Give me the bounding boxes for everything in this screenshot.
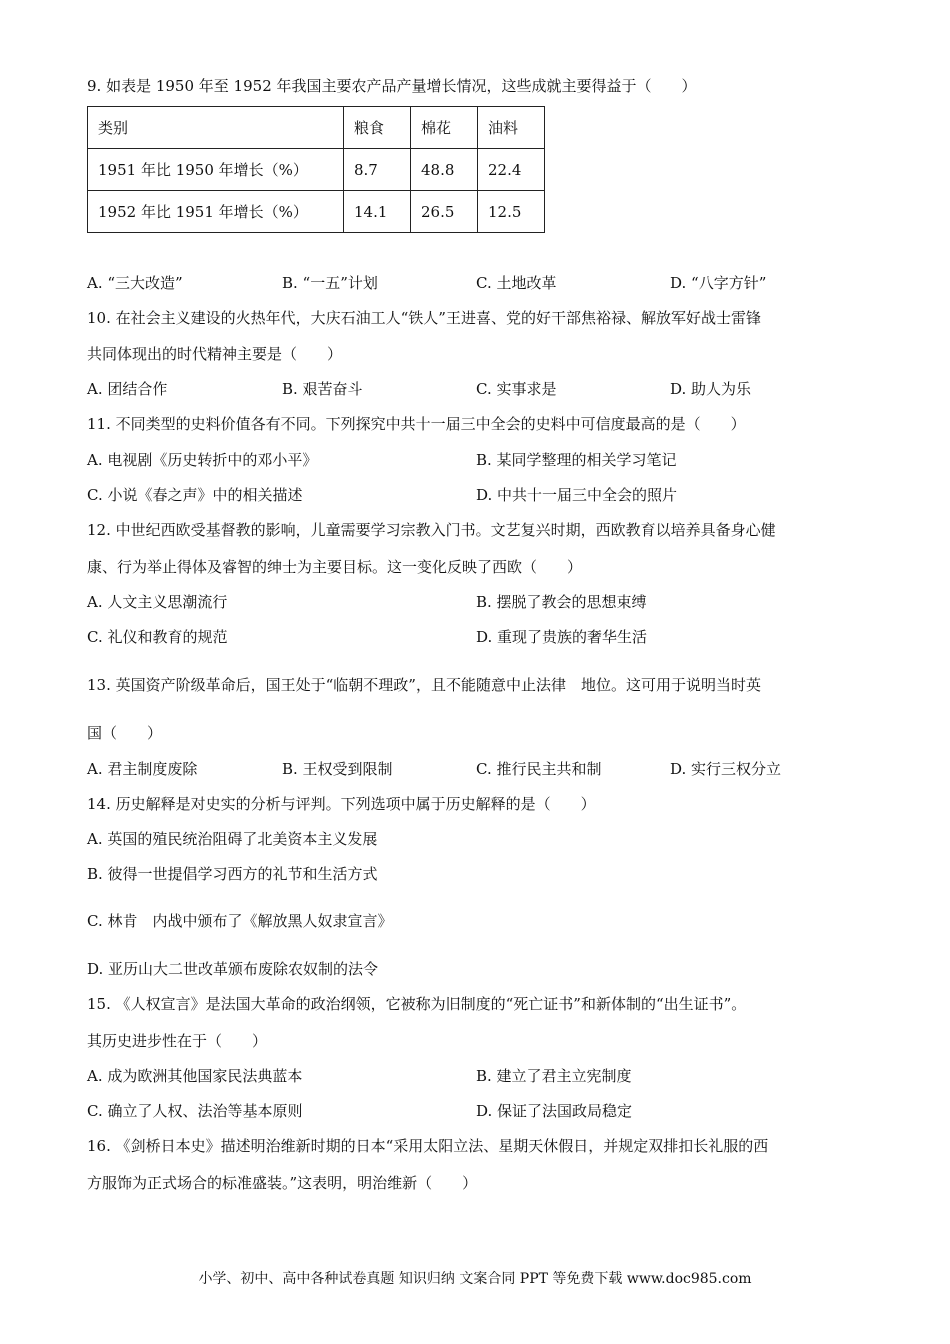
q9-option-b: B. “一五”计划 [282, 274, 378, 292]
q16-stem-line-2: 方服饰为正式场合的标准盛装。”这表明，明治维新（ ） [87, 1174, 478, 1192]
q12-option-b: B. 摆脱了教会的思想束缚 [476, 593, 647, 611]
q13-option-c: C. 推行民主共和制 [476, 760, 602, 778]
q14-option-c: C. 林肯 内战中颁布了《解放黑人奴隶宣言》 [87, 912, 393, 930]
q13-option-d: D. 实行三权分立 [670, 760, 782, 778]
q13-stem-line-1: 13. 英国资产阶级革命后，国王处于“临朝不理政”，且不能随意中止法律 地位。这可用于说明当时英 [87, 676, 761, 694]
q10-option-b: B. 艰苦奋斗 [282, 380, 363, 398]
table-header-cell: 粮食 [344, 107, 411, 149]
table-cell: 48.8 [411, 149, 478, 191]
q9-option-d: D. “八字方针” [670, 274, 767, 292]
table-header-cell: 棉花 [411, 107, 478, 149]
q14-stem: 14. 历史解释是对史实的分析与评判。下列选项中属于历史解释的是（ ） [87, 795, 596, 813]
q9-stem: 9. 如表是 1950 年至 1952 年我国主要农产品产量增长情况，这些成就主要得益于（ ） [87, 77, 697, 95]
q11-stem: 11. 不同类型的史料价值各有不同。下列探究中共十一届三中全会的史料中可信度最高的是（ ） [87, 415, 746, 433]
table-cell: 1951 年比 1950 年增长（%） [88, 149, 344, 191]
table-cell: 22.4 [478, 149, 545, 191]
table-row [88, 149, 545, 191]
q12-option-d: D. 重现了贵族的奢华生活 [476, 628, 648, 646]
table-cell: 12.5 [478, 191, 545, 233]
q10-stem-line-2: 共同体现出的时代精神主要是（ ） [87, 345, 343, 363]
q14-option-a: A. 英国的殖民统治阻碍了北美资本主义发展 [87, 830, 378, 848]
q15-stem-line-2: 其历史进步性在于（ ） [87, 1032, 268, 1050]
q16-stem-line-1: 16. 《剑桥日本史》描述明治维新时期的日本“采用太阳立法、星期天休假日，并规定双排扣长礼服的西 [87, 1137, 769, 1155]
q13-option-a: A. 君主制度废除 [87, 760, 198, 778]
q10-option-d: D. 助人为乐 [670, 380, 752, 398]
q11-option-c: C. 小说《春之声》中的相关描述 [87, 486, 303, 504]
q9-option-c: C. 土地改革 [476, 274, 557, 292]
table-cell: 1952 年比 1951 年增长（%） [88, 191, 344, 233]
q15-option-b: B. 建立了君主立宪制度 [476, 1067, 632, 1085]
table-header-cell: 油料 [478, 107, 545, 149]
q15-option-c: C. 确立了人权、法治等基本原则 [87, 1102, 303, 1120]
q10-option-a: A. 团结合作 [87, 380, 168, 398]
q13-stem-line-2: 国（ ） [87, 724, 163, 742]
table-row [88, 191, 545, 233]
q9-option-a: A. “三大改造” [87, 274, 183, 292]
q13-option-b: B. 王权受到限制 [282, 760, 393, 778]
table-cell: 26.5 [411, 191, 478, 233]
q15-option-a: A. 成为欧洲其他国家民法典蓝本 [87, 1067, 303, 1085]
q12-stem-line-2: 康、行为举止得体及睿智的绅士为主要目标。这一变化反映了西欧（ ） [87, 558, 583, 576]
table-header-row [88, 107, 545, 149]
q14-option-b: B. 彼得一世提倡学习西方的礼节和生活方式 [87, 865, 378, 883]
table-cell: 8.7 [344, 149, 411, 191]
table-header-cell: 类别 [88, 107, 344, 149]
q15-stem-line-1: 15. 《人权宣言》是法国大革命的政治纲领，它被称为旧制度的“死亡证书”和新体制的“出生证书”。 [87, 995, 747, 1013]
q11-option-d: D. 中共十一届三中全会的照片 [476, 486, 678, 504]
q12-option-c: C. 礼仪和教育的规范 [87, 628, 228, 646]
q10-option-c: C. 实事求是 [476, 380, 557, 398]
q11-option-a: A. 电视剧《历史转折中的邓小平》 [87, 451, 318, 469]
page-footer: 小学、初中、高中各种试卷真题 知识归纳 文案合同 PPT 等免费下载 www.doc985.com [198, 1271, 752, 1287]
q12-option-a: A. 人文主义思潮流行 [87, 593, 228, 611]
q15-option-d: D. 保证了法国政局稳定 [476, 1102, 633, 1120]
q11-option-b: B. 某同学整理的相关学习笔记 [476, 451, 677, 469]
q10-stem-line-1: 10. 在社会主义建设的火热年代，大庆石油工人“铁人”王进喜、党的好干部焦裕禄、解放军好战士雷锋 [87, 309, 761, 327]
q14-option-d: D. 亚历山大二世改革颁布废除农奴制的法令 [87, 960, 379, 978]
q12-stem-line-1: 12. 中世纪西欧受基督教的影响，儿童需要学习宗教入门书。文艺复兴时期，西欧教育以培养具备身心健 [87, 521, 776, 539]
production-table [87, 106, 545, 233]
table-cell: 14.1 [344, 191, 411, 233]
